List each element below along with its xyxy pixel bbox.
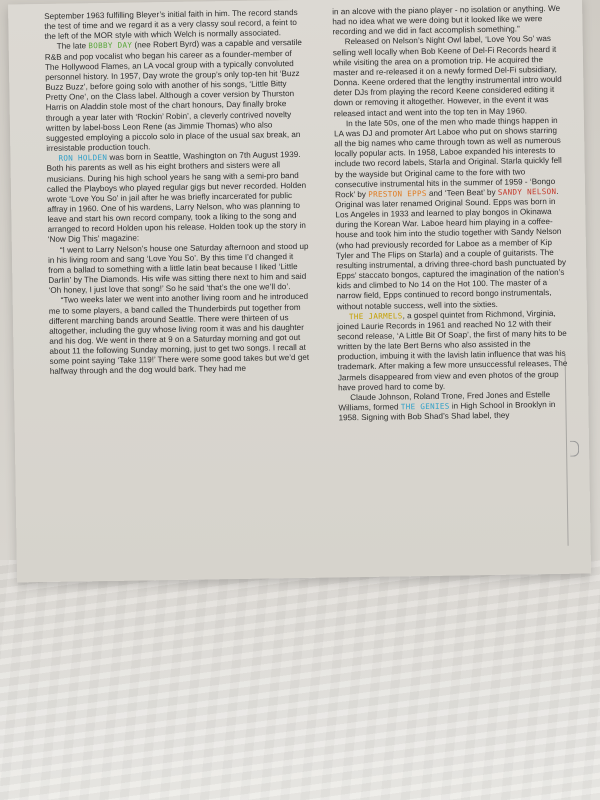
left-paragraph-1: September 1963 fulfilling Bleyer’s initial faith in him. The record stands the test of time and we regard it as a very classy soul record, a feint to the left of the MOR style with which Welch is normally associated.	[44, 7, 298, 42]
cloth-background	[0, 560, 600, 800]
right-paragraph-genies	[338, 390, 568, 424]
staple-icon	[570, 441, 579, 457]
text-span: was born in Seattle, Washington on 7th August 1939. Both his parents as well as his eight brothers and sisters were all musicians. During his high school years he sang with a semi-pro band called the Playboys who played regular gigs but never recorded. Holden wrote ‘Love You So’ in jail after he was briefly incarcerated for public affray in 1960. One of his wardens, Larry Nelson, who was planning to leave and start his own record company, took a liking to the song and arranged to record Holden upon his release. Holden took up the story in ‘Now Dig This’ magazine:	[46, 150, 307, 245]
left-paragraph-bobby-day	[45, 38, 309, 154]
artist-sandy-nelson: SANDY NELSON	[497, 186, 557, 197]
text-span: and ‘Teen Beat’ by	[426, 187, 498, 198]
right-paragraph-jarmels	[337, 308, 568, 393]
text-span: (nee Robert Byrd) was a capable and versatile R&B and pop vocalist who began his career as a founder-member of The Hollywood Flames, an LA vocal group with a typically convoluted personnel history. In 1957, Day wrote the group’s only top-ten hit ‘Buzz Buzz Buzz’, before going solo with another of his songs, ‘Little Bitty Pretty One’, on the Class label. Although a cover version by Thurston Harris on Aladdin stole most of the chart honours, Day finally broke through a year later with ‘Rockin’ Robin’, a cleverly contrived novelty written by label-boss Leon Rene (as Jimmie Thomas) who also suggested employing a piccolo solo in place of the usual sax break, an irresistable production touch.	[44, 38, 302, 153]
artist-the-jarmels: THE JARMELS	[348, 311, 403, 321]
artist-the-genies: THE GENIES	[400, 401, 450, 412]
right-paragraph-1: in an alcove with the piano player - no isolation or anything. We had no idea what we were doing but it looked like we were recording and we did in fact accomplish something.”	[332, 3, 561, 37]
artist-ron-holden: RON HOLDEN	[58, 153, 108, 163]
left-column	[44, 8, 312, 378]
left-paragraph-quote-2: “Two weeks later we went into another living room and he introduced me to some players, a band called the Thunderbirds put together from different marching bands around Seattle. There were thirteen of us altogether, including the guy whose living room it was and his daughter and his dog. We went in there at 9 on a Saturday morning and got out about 11 the following Sunday morning, just to get two songs. I recall at some point saying ‘Take 119!’ There were some good takes but we’d get halfway through and the dog would bark. They had me	[48, 292, 310, 377]
text-span: in High School in Brooklyn in 1958. Signing with Bob Shad’s Shad label, they	[338, 400, 556, 423]
artist-preston-epps: PRESTON EPPS	[368, 188, 427, 199]
text-span: The late	[56, 41, 89, 52]
left-paragraph-quote-1: “I went to Larry Nelson’s house one Saturday afternoon and stood up in his living room and sang ‘Love You So’. By this time I’d changed it from a ballad to something with a little latin beat because I liked ‘Little Darlin’ by The Diamonds. His wife was sitting there next to him and said ‘Oh honey, I just love that song!’ So he said ‘that’s the one we’ll do’.	[47, 241, 309, 296]
text-span: . Original was later renamed Original Sound. Epps was born in Los Angeles in 1933 and learned to play bongos in Okinawa during the Korean War. Laboe heard him playing in a coffee-house and took him into the studio together with Sandy Nelson (who had previously recorded for Laboe as a member of Kip Tyler and The Flips on Starla) and a couple of guitarists. The resulting instrumental, a driving three-chord bash punctuated by Epps’ staccato bongos, captured the imagination of the nation’s kids and climbed to No 14 on the Hot 100. The master of a narrow field, Epps continued to record bongo instrumentals, without notable success, well into the sixties.	[335, 186, 567, 311]
text-span: Claude Johnson, Roland Trone, Fred Jones and Estelle Williams, formed	[338, 389, 551, 413]
booklet-page	[8, 0, 591, 582]
text-span: In the late 50s, one of the men who made things happen in LA was DJ and promoter Art Laboe who put on shows starring all the big names who came through town as well as numerous locally popular acts. In 1958, Laboe expanded his interests to include two record labels, Starla and Original. Starla quickly fell by the wayside but Original came to the fore with two consecutive instrumental hits in the summer of 1959 - ‘Bongo Rock’ by	[334, 115, 562, 200]
left-paragraph-ron-holden	[46, 150, 309, 246]
right-column	[332, 4, 569, 424]
text-span: , a gospel quintet from Richmond, Virginia, joined Laurie Records in 1961 and reached No 12 with their second release, ‘A Little Bit Of Soap’, the first of many hits to be written by the late Bert Berns who also assisted in the production, imbuing it with the lavish latin influence that was his trademark. After making a few more unsuccessful releases, The Jarmels disappeared from view and even photos of the group have proved hard to come by.	[337, 308, 568, 393]
artist-bobby-day: BOBBY DAY	[88, 41, 133, 51]
right-paragraph-art-laboe	[334, 116, 567, 313]
right-paragraph-night-owl: Released on Nelson’s Night Owl label, ‘Love You So’ was selling well locally when Bob Keene of Del-Fi Records heard it while visiting the area on a promotion trip. He acquired the master and re-released it on a newly formed Del-Fi subsidiary, Donna. Keene ordered that the lengthy instrumental intro would deter DJs from playing the record Keene considered editing it down or removing it altogether. However, in the event it was released intact and went into the top ten in May 1960.	[332, 34, 562, 118]
